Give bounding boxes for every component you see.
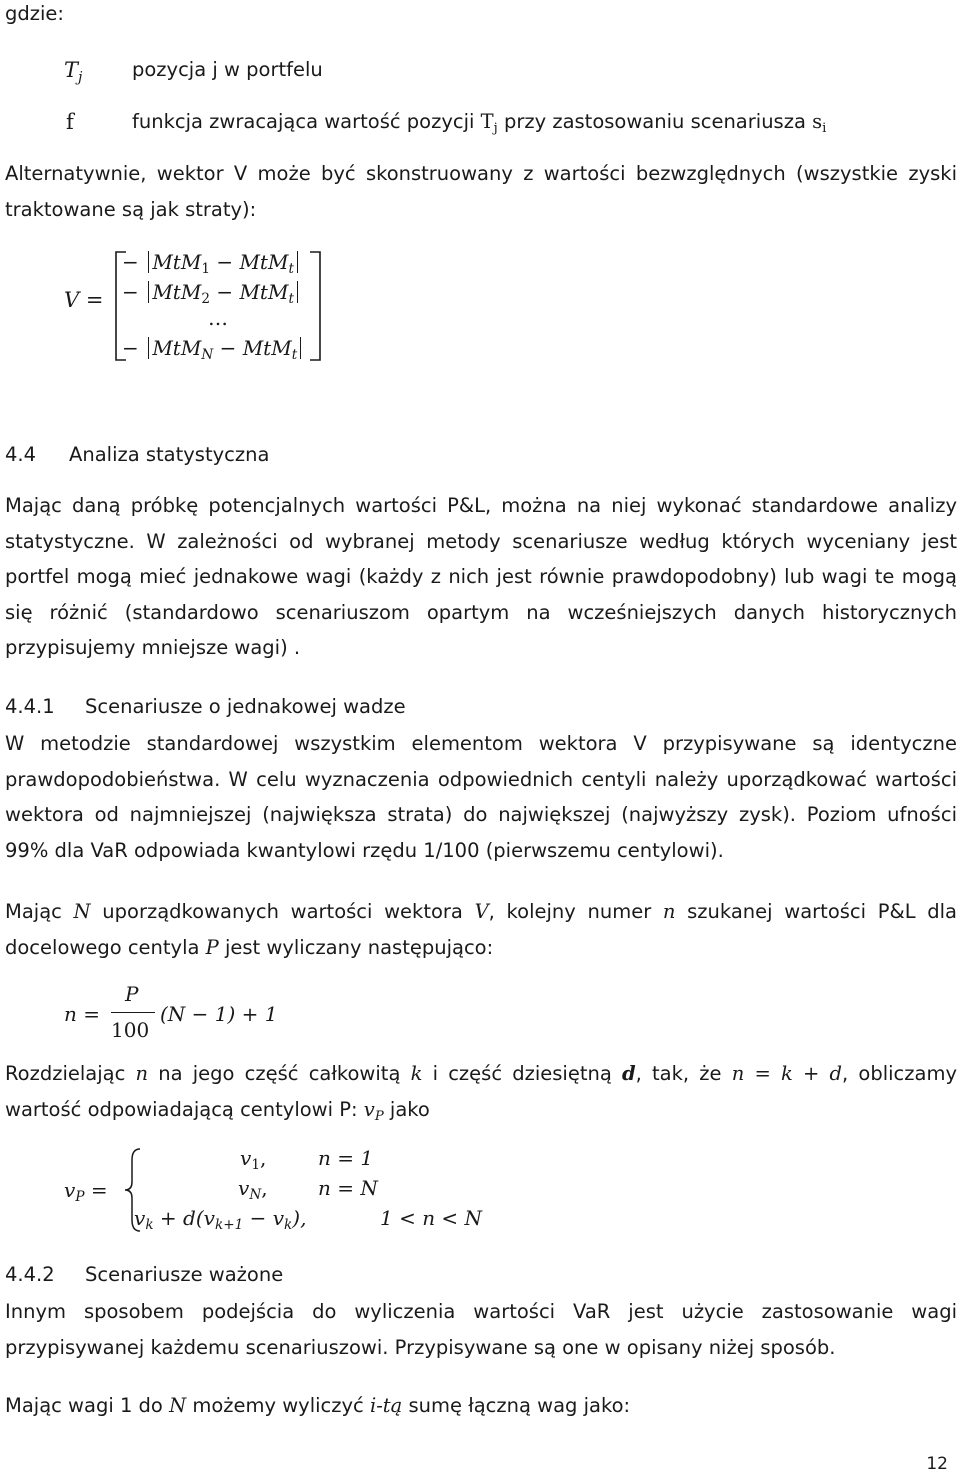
formula-n-lhs: n =	[64, 1002, 100, 1026]
formula-n-numerator: P	[125, 982, 139, 1006]
formula-n-rest: (N − 1) + 1	[160, 1002, 278, 1026]
piecewise-lhs: $v_P$ =	[64, 1178, 108, 1206]
piecewise-case-3: $v_k + d(v_{k+1} - v_k)$,	[134, 1206, 307, 1234]
def-symbol-tj: $T_j$	[64, 58, 83, 86]
piecewise-cond-3: 1 < n < N	[380, 1206, 483, 1230]
formula-n-denominator: 100	[111, 1018, 150, 1042]
matrix-row-n: − MtM$_N$ − MtM$_t$	[122, 336, 304, 360]
piecewise-cond-1: n = 1	[318, 1146, 374, 1170]
def-text-tj: pozycja j w portfelu	[132, 58, 323, 81]
paragraph-4-4: Mając daną próbkę potencjalnych wartości P&L, można na niej wykonać standardowe analizy statystyczne. W zależności od wybranej metody scenariusze według których wyceniany jest portfel mogą mieć jednakowe wagi (każdy z nich jest równie prawdopodobny) lub wagi te mogą się różnić (standardowo scenariuszom opartym na wcześniejszych danych historycznych przypisujemy mniejsze wagi) .	[5, 494, 957, 659]
matrix-lhs: V =	[64, 288, 104, 312]
matrix-row-2: − MtM$_2$ − MtM$_t$	[122, 280, 301, 304]
paragraph-mtm: Mając N uporządkowanych wartości wektora V, kolejny numer n szukanej wartości P&L dla docelowego centyla P jest wyliczany następująco:	[5, 900, 957, 959]
paragraph-4-4-1: W metodzie standardowej wszystkim elementom wektora V przypisywane są identyczne prawdopodobieństwa. W celu wyznaczenia odpowiednich centyli należy uporządkować wartości wektora od najmniejszej (największa strata) do największej (najwyższy zysk). Poziom ufności 99% dla VaR odpowiada kwantylowi rzędu 1/100 (pierwszemu centylowi).	[5, 732, 957, 862]
section-heading-4-4: 4.4 Analiza statystyczna	[5, 443, 270, 466]
matrix-row-1: − MtM$_1$ − MtM$_t$	[122, 250, 301, 274]
piecewise-cond-2: n = N	[318, 1176, 378, 1200]
def-text-f: funkcja zwracająca wartość pozycji $T_j$ przy zastosowaniu scenariusza $s_i$	[132, 110, 827, 136]
paragraph-wagi: Mając wagi 1 do N możemy wyliczyć i-tą sumę łączną wag jako:	[5, 1394, 631, 1417]
piecewise-case-2: $v_N$,	[238, 1176, 268, 1204]
paragraph-split: Rozdzielając n na jego część całkowitą k i część dziesiętną d, tak, że n = k + d, obliczamy wartość odpowiadającą centylowi P: $v_P$ jako	[5, 1062, 957, 1124]
matrix-row-dots: …	[208, 306, 228, 330]
paragraph-4-4-2: Innym sposobem podejścia do wyliczenia wartości VaR jest użycie zastosowanie wagi przypisywanej każdemu scenariuszowi. Przypisywane są one w opisany niżej sposób.	[5, 1300, 957, 1359]
piecewise-case-1: $v_1$,	[240, 1146, 267, 1174]
gdzie-label: gdzie:	[5, 2, 64, 25]
page-number: 12	[926, 1454, 948, 1474]
section-heading-4-4-2: 4.4.2 Scenariusze ważone	[5, 1263, 284, 1286]
paragraph-alternative: Alternatywnie, wektor V może być skonstruowany z wartości bezwzględnych (wszystkie zyski traktowane są jak straty):	[5, 162, 957, 221]
fraction-bar	[111, 1012, 155, 1013]
def-symbol-f: f	[66, 110, 74, 134]
section-heading-4-4-1: 4.4.1 Scenariusze o jednakowej wadze	[5, 695, 406, 718]
